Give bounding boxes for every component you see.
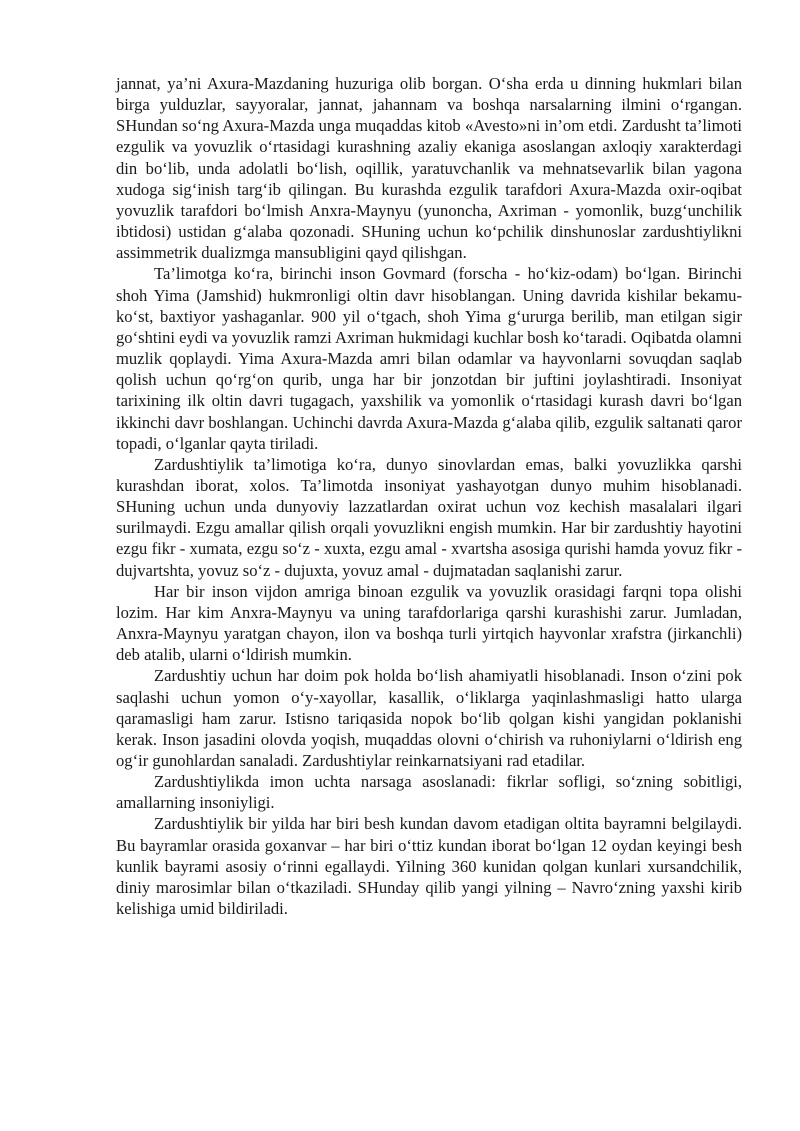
paragraph-7: Zardushtiylik bir yilda har biri besh kundan davom etadigan oltita bayramni belgilaydi. Bu bayramlar orasida goxanvar – har biri o‘ttiz kundan iborat bo‘lgan 12 oydan keyingi besh kunlik bayrami asosiy o‘rinni egallaydi. Yilning 360 kunidan qolgan kunlari xursandchilik, diniy marosimlar bilan o‘tkaziladi. SHunday qilib yangi yilning – Navro‘zning yaxshi kirib kelishiga umid bildiriladi.: [116, 814, 742, 919]
paragraph-3: Zardushtiylik ta’limotiga ko‘ra, dunyo sinovlardan emas, balki yovuzlikka qarshi kurashdan iborat, xolos. Ta’limotda insoniyat yashayotgan dunyo muhim hisoblanadi. SHuning uchun unda dunyoviy lazzatlardan oxirat uchun voz kechish masalalari ilgari surilmaydi. Ezgu amallar qilish orqali yovuzlikni engish mumkin. Har bir zardushtiy hayotini ezgu fikr - xumata, ezgu so‘z - xuxta, ezgu amal - xvartsha asosiga qurishi hamda yovuz fikr - dujvartshta, yovuz so‘z - dujuxta, yovuz amal - dujmatadan saqlanishi zarur.: [116, 454, 742, 580]
document-page: [116, 73, 742, 919]
paragraph-6: Zardushtiylikda imon uchta narsaga asoslanadi: fikrlar sofligi, so‘zning sobitligi, amallarning insoniyligi.: [116, 772, 742, 813]
paragraph-4: Har bir inson vijdon amriga binoan ezgulik va yovuzlik orasidagi farqni topa olishi lozim. Har kim Anxra-Maynyu va uning tarafdorlariga qarshi kurashishi zarur. Jumladan, Anxra-Maynyu yaratgan chayon, ilon va boshqa turli yirtqich hayvonlar xrafstra (jirkanchli) deb atalib, ularni o‘ldirish mumkin.: [116, 581, 742, 665]
paragraph-1: jannat, ya’ni Axura-Mazdaning huzuriga olib borgan. O‘sha erda u dinning hukmlari bilan birga yulduzlar, sayyoralar, jannat, jahannam va boshqa narsalarning ilmini o‘rgangan. SHundan so‘ng Axura-Mazda unga muqaddas kitob «Avesto»ni in’om etdi. Zardusht ta’limoti ezgulik va yovuzlik o‘rtasidagi kurashning azaliy ekaniga asoslangan axloqiy xarakterdagi din bo‘lib, unda adolatli bo‘lish, oqillik, yaratuvchanlik va mehnatsevarlik bilan yagona xudoga sig‘inish targ‘ib qilingan. Bu kurashda ezgulik tarafdori Axura-Mazda oxir-oqibat yovuzlik tarafdori bo‘lmish Anxra-Maynyu (yunoncha, Axriman - yomonlik, buzg‘unchilik ibtidosi) ustidan g‘alaba qozonadi. SHuning uchun ko‘pchilik dinshunoslar zardushtiylikni assimmetrik dualizmga mansubligini qayd qilishgan.: [116, 74, 742, 263]
paragraph-2: Ta’limotga ko‘ra, birinchi inson Govmard (forscha - ho‘kiz-odam) bo‘lgan. Birinchi shoh Yima (Jamshid) hukmronligi oltin davr hisoblangan. Uning davrida kishilar bekamu-ko‘st, baxtiyor yashaganlar. 900 yil o‘tgach, shoh Yima g‘ururga berilib, man etilgan sigir go‘shtini eydi va yovuzlik ramzi Axriman hukmidagi kuchlar bosh ko‘taradi. Oqibatda olamni muzlik qoplaydi. Yima Axura-Mazda amri bilan odamlar va hayvonlarni sovuqdan saqlab qolish uchun qo‘rg‘on qurib, unga har bir jonzotdan bir juftini joylashtiradi. Insoniyat tarixining ilk oltin davri tugagach, yaxshilik va yomonlik o‘rtasidagi kurash davri bo‘lgan ikkinchi davr boshlangan. Uchinchi davrda Axura-Mazda g‘alaba qilib, ezgulik saltanati qaror topadi, o‘lganlar qayta tiriladi.: [116, 264, 742, 453]
paragraph-5: Zardushtiy uchun har doim pok holda bo‘lish ahamiyatli hisoblanadi. Inson o‘zini pok saqlashi uchun yomon o‘y-xayollar, kasallik, o‘liklarga yaqinlashmasligi hatto ularga qaramasligi ham zarur. Istisno tariqasida nopok bo‘lib qolgan kishi yangidan poklanishi kerak. Inson jasadini olovda yoqish, muqaddas olovni o‘chirish va ruhoniylarni o‘ldirish eng og‘ir gunohlardan sanaladi. Zardushtiylar reinkarnatsiyani rad etadilar.: [116, 666, 742, 770]
